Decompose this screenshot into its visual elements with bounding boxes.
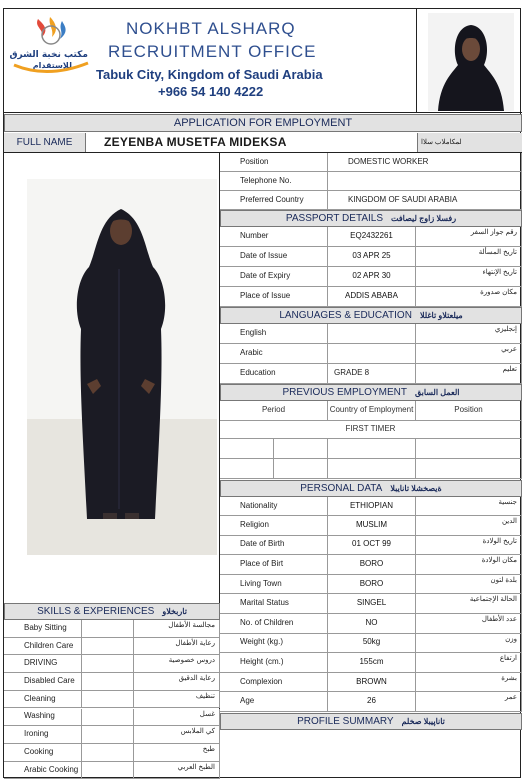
passport-label: Place of Issue (220, 287, 328, 307)
personal-label: No. of Children (220, 614, 328, 634)
skill-value-blank (82, 744, 134, 762)
skill-value-blank (82, 620, 134, 638)
first-timer-note: FIRST TIMER (220, 421, 522, 439)
languages-title-bar-text-ar: ميلعتلاو تاغللا (419, 311, 463, 320)
passport-label: Date of Expiry (220, 267, 328, 287)
personal-label-ar: وزن (416, 634, 522, 654)
full-name-value: ZEYENBA MUSETFA MIDEKSA (104, 135, 287, 149)
passport-value: 02 APR 30 (328, 267, 416, 287)
personal-value: 26 (328, 692, 416, 712)
language-label: English (220, 324, 328, 344)
personal-label-ar: جنسية (416, 497, 522, 516)
full-name-label: FULL NAME (4, 133, 86, 152)
passport-label-ar: مكان صدورة (416, 287, 522, 307)
passport-label-ar: تاريخ المسألة (416, 247, 522, 267)
logo-subtext: للإستقدام (32, 61, 72, 70)
info-label: Position (220, 153, 328, 172)
passport-value: 03 APR 25 (328, 247, 416, 267)
logo-text: مكتب نخبة الشرق (9, 50, 88, 60)
personal-title-bar-text: PERSONAL DATA (300, 483, 383, 494)
passport-label-ar: رقم جواز السفر (416, 227, 522, 247)
personal-value: NO (328, 614, 416, 634)
personal-value: 155cm (328, 653, 416, 673)
skill-value-blank (82, 638, 134, 656)
employment-blank-cell (416, 459, 522, 479)
personal-label: Age (220, 692, 328, 712)
header (4, 9, 522, 113)
skill-label-ar: مجالسة الأطفال (134, 620, 220, 638)
skill-label-ar: غسل (134, 709, 220, 727)
language-value (328, 324, 416, 344)
full-name-label-ar: لمكاملاب سلاا (417, 133, 522, 152)
passport-label: Number (220, 227, 328, 247)
info-label: Telephone No. (220, 172, 328, 191)
info-value (328, 172, 522, 191)
language-label-ar: عربي (416, 344, 522, 364)
employment-blank-cell (416, 439, 522, 459)
skills-title-bar (4, 603, 220, 620)
skill-label-ar: رعاية الأطفال (134, 638, 220, 656)
personal-label: Complexion (220, 673, 328, 693)
employment-blank-cell (274, 439, 328, 459)
employment-blank-cell (328, 459, 416, 479)
previous-employment-title-bar-text: PREVIOUS EMPLOYMENT (282, 387, 407, 398)
language-label-ar: تعليم (416, 364, 522, 384)
skill-label: Cooking (4, 744, 82, 762)
skill-label-ar: الطبخ العربي (134, 762, 220, 780)
company-logo (8, 15, 94, 77)
skill-label: Children Care (4, 638, 82, 656)
skill-value-blank (82, 709, 134, 727)
personal-label: Weight (kg.) (220, 634, 328, 654)
personal-label: Marital Status (220, 594, 328, 614)
full-name-row (4, 133, 522, 153)
employment-blank-cell (220, 439, 274, 459)
employment-blank-cell (328, 439, 416, 459)
skill-label: Disabled Care (4, 673, 82, 691)
skill-value-blank (82, 691, 134, 709)
personal-title-bar (220, 480, 522, 497)
skills-title-bar-text: SKILLS & EXPERIENCES (37, 606, 155, 617)
employment-column-header: Period (220, 401, 328, 421)
company-phone: +966 54 140 4222 (158, 84, 264, 99)
personal-label-ar: ارتفاع (416, 653, 522, 673)
skill-label-ar: دروس خصوصية (134, 655, 220, 673)
applicant-full-photo (27, 179, 217, 555)
personal-value: BORO (328, 575, 416, 595)
skill-label-ar: رعاية الدقيق (134, 673, 220, 691)
applicant-headshot (428, 13, 514, 111)
language-label: Arabic (220, 344, 328, 364)
skill-value-blank (82, 655, 134, 673)
skill-label: Baby Sitting (4, 620, 82, 638)
employment-blank-cell (274, 459, 328, 479)
profile-summary-title-bar-text: PROFILE SUMMARY (297, 716, 394, 727)
passport-value: ADDIS ABABA (328, 287, 416, 307)
personal-label: Date of Birth (220, 536, 328, 556)
languages-title-bar-text: LANGUAGES & EDUCATION (279, 310, 412, 321)
previous-employment-title-bar (220, 384, 522, 401)
language-label-ar: إنجليزي (416, 324, 522, 344)
employment-column-header: Position (416, 401, 522, 421)
personal-label-ar: تاريخ الولادة (416, 536, 522, 556)
application-sheet (3, 8, 521, 778)
passport-label-ar: تاريخ الإنتهاء (416, 267, 522, 287)
info-value: DOMESTIC WORKER (328, 153, 522, 172)
company-subtitle: RECRUITMENT OFFICE (108, 42, 317, 61)
office-info (96, 19, 414, 99)
application-title: APPLICATION FOR EMPLOYMENT (4, 114, 522, 132)
personal-title-bar-text-ar: ةيصخشلا تانايبلا (390, 484, 442, 493)
personal-label: Height (cm.) (220, 653, 328, 673)
skill-label-ar: كي الملابس (134, 726, 220, 744)
personal-label-ar: بشرة (416, 673, 522, 693)
personal-label: Place of Birt (220, 555, 328, 575)
personal-label: Living Town (220, 575, 328, 595)
skill-label-ar: طبخ (134, 744, 220, 762)
header-divider (416, 9, 417, 113)
skill-label-ar: تنظيف (134, 691, 220, 709)
skill-label: DRIVING (4, 655, 82, 673)
skill-label: Arabic Cooking (4, 762, 82, 780)
personal-value: BORO (328, 555, 416, 575)
personal-label-ar: الحالة الإجتماعية (416, 594, 522, 614)
language-label: Education (220, 364, 328, 384)
languages-title-bar (220, 307, 522, 324)
personal-label-ar: عمر (416, 692, 522, 712)
personal-value: ETHIOPIAN (328, 497, 416, 516)
company-name: NOKHBT ALSHARQ (126, 19, 296, 38)
employment-column-header: Country of Employment (328, 401, 416, 421)
language-value: GRADE 8 (328, 364, 416, 384)
previous-employment-title-bar-text-ar: العمل السابق (414, 388, 460, 397)
profile-summary-title-bar (220, 713, 522, 730)
passport-value: EQ2432261 (328, 227, 416, 247)
info-label: Preferred Country (220, 191, 328, 210)
personal-label-ar: الدين (416, 516, 522, 536)
skill-label: Cleaning (4, 691, 82, 709)
info-value: KINGDOM OF SAUDI ARABIA (328, 191, 522, 210)
profile-summary-title-bar-text-ar: تاناپیبلا صخلم (401, 717, 445, 726)
passport-title-bar-text: PASSPORT DETAILS (285, 213, 383, 224)
personal-value: 50kg (328, 634, 416, 654)
skill-value-blank (82, 673, 134, 691)
language-value (328, 344, 416, 364)
personal-value: 01 OCT 99 (328, 536, 416, 556)
personal-value: BROWN (328, 673, 416, 693)
personal-label: Religion (220, 516, 328, 536)
employment-blank-cell (220, 459, 274, 479)
company-city: Tabuk City, Kingdom of Saudi Arabia (96, 67, 323, 82)
personal-value: SINGEL (328, 594, 416, 614)
passport-title-bar-text-ar: رفسلا زاوج ليصافت (391, 214, 457, 223)
personal-value: MUSLIM (328, 516, 416, 536)
skill-label: Ironing (4, 726, 82, 744)
passport-title-bar (220, 210, 522, 227)
skills-title-bar-text-ar: تاربخلاو (162, 607, 187, 616)
skill-label: Washing (4, 709, 82, 727)
personal-label: Nationality (220, 497, 328, 516)
personal-label-ar: بلدة لتون (416, 575, 522, 595)
personal-label-ar: عدد الأطفال (416, 614, 522, 634)
skill-value-blank (82, 762, 134, 780)
skill-value-blank (82, 726, 134, 744)
passport-label: Date of Issue (220, 247, 328, 267)
personal-label-ar: مكان الولادة (416, 555, 522, 575)
